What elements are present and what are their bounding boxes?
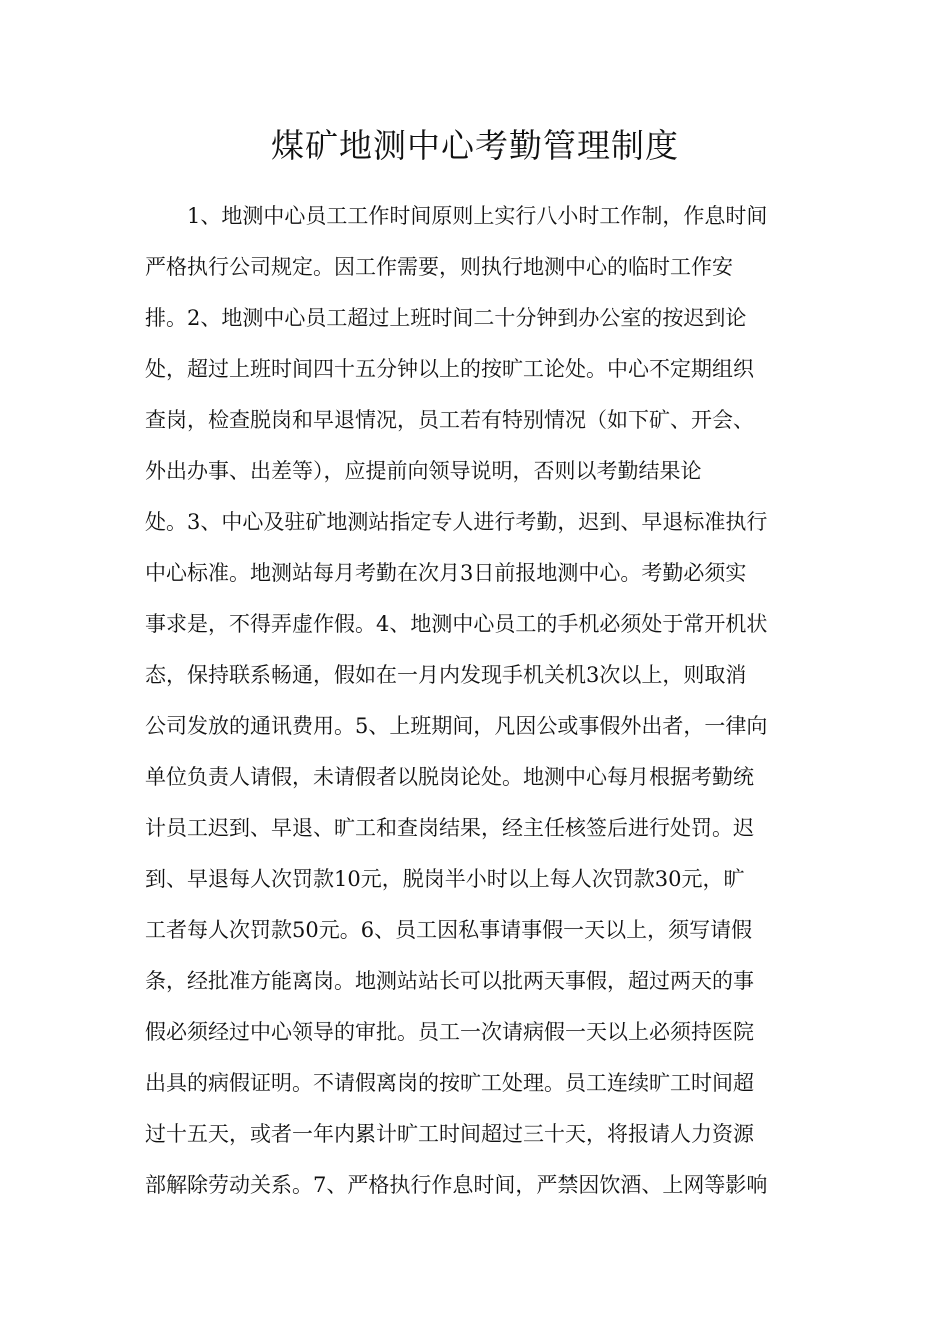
text-line: 处。3、中心及驻矿地测站指定专人进行考勤，迟到、早退标准执行 [145,510,768,534]
text-line: 1、地测中心员工工作时间原则上实行八小时工作制，作息时间 [187,204,768,228]
text-line: 事求是，不得弄虚作假。4、地测中心员工的手机必须处于常开机状 [145,612,768,636]
text-line: 过十五天，或者一年内累计旷工时间超过三十天，将报请人力资源 [145,1122,754,1146]
text-line: 外出办事、出差等），应提前向领导说明，否则以考勤结果论 [145,459,702,483]
text-line: 条，经批准方能离岗。地测站站长可以批两天事假，超过两天的事 [145,969,754,993]
text-line: 中心标准。地测站每月考勤在次月3日前报地测中心。考勤必须实 [145,561,747,585]
text-line: 处，超过上班时间四十五分钟以上的按旷工论处。中心不定期组织 [145,357,754,381]
document-title: 煤矿地测中心考勤管理制度 [271,126,679,165]
text-line: 出具的病假证明。不请假离岗的按旷工处理。员工连续旷工时间超 [145,1071,754,1095]
text-line: 查岗，检查脱岗和早退情况，员工若有特别情况（如下矿、开会、 [145,408,754,432]
document-body [145,194,815,1214]
text-line: 态，保持联系畅通，假如在一月内发现手机关机3次以上，则取消 [145,663,747,687]
text-line: 假必须经过中心领导的审批。员工一次请病假一天以上必须持医院 [145,1020,754,1044]
text-line: 工者每人次罚款50元。6、员工因私事请事假一天以上，须写请假 [145,918,753,942]
text-line: 排。2、地测中心员工超过上班时间二十分钟到办公室的按迟到论 [145,306,747,330]
text-line: 严格执行公司规定。因工作需要，则执行地测中心的临时工作安 [145,255,733,279]
text-line: 单位负责人请假，未请假者以脱岗论处。地测中心每月根据考勤统 [145,765,754,789]
text-line: 公司发放的通讯费用。5、上班期间，凡因公或事假外出者，一律向 [145,714,768,738]
text-line: 部解除劳动关系。7、严格执行作息时间，严禁因饮酒、上网等影响 [145,1173,768,1197]
text-line: 到、早退每人次罚款10元，脱岗半小时以上每人次罚款30元，旷 [145,867,745,891]
text-line: 计员工迟到、早退、旷工和查岗结果，经主任核签后进行处罚。迟 [145,816,754,840]
